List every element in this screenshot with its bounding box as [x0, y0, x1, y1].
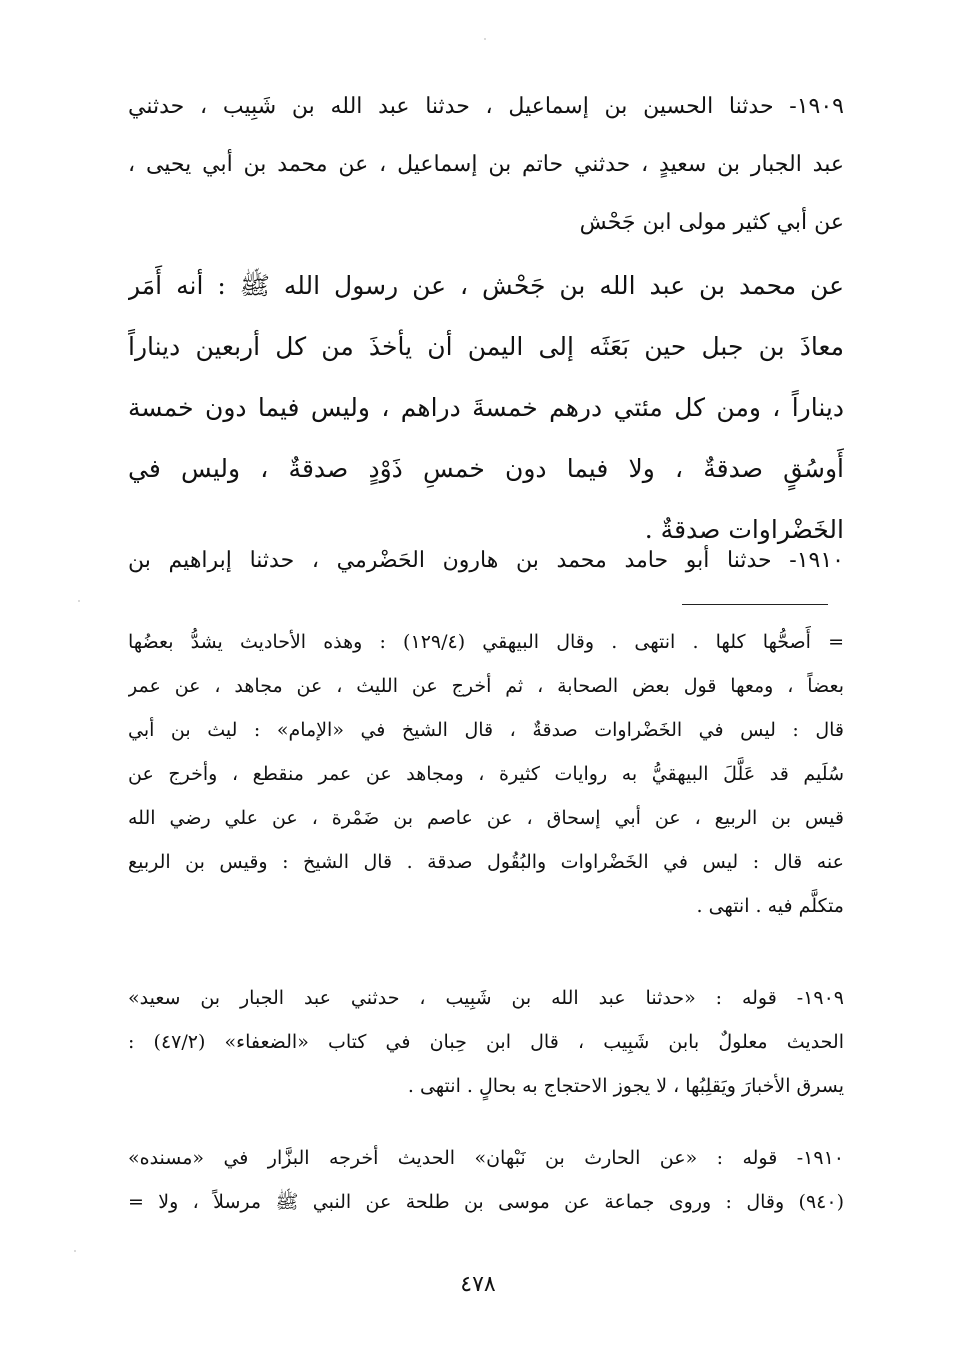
- footnote-continued: [128, 620, 844, 928]
- text-line: عن أبي كثير مولى ابن جَحْش: [579, 210, 844, 235]
- text-line: الخَضْراوات صدقةٌ .: [644, 515, 844, 544]
- footnote-divider: [682, 604, 828, 605]
- footnote-line: قال : ليس في الخَضْراوات صدقةٌ ، قال الشيخ في «الإمام» : ليث بن أبي: [128, 719, 844, 741]
- scan-speck: [74, 1250, 76, 1252]
- text-line: أَوسُقٍ صدقةٌ ، ولا فيما دون خمسِ ذَوْدٍ صدقةٌ ، وليس في: [128, 454, 844, 483]
- hadith-1909-text: [128, 255, 844, 560]
- footnote-line: متكلَّم فيه . انتهى .: [696, 895, 844, 917]
- footnote-line: = أَصحُّها كلها . انتهى . وقال البيهقي (١٢٩/٤) : وهذه الأحاديث يشدُّ بعضُها: [128, 631, 844, 653]
- scan-speck: [484, 38, 486, 40]
- footnote-1909: [128, 976, 844, 1108]
- text-line: ديناراً ، ومن كل مئتي درهم خمسةَ دراهم ، وليس فيما دون خمسة: [128, 393, 844, 422]
- footnote-line: بعضاً ، ومعها قول بعض الصحابة ، ثم أخرج عن الليث ، عن مجاهد ، عن عمر: [128, 675, 844, 697]
- page-number: ٤٧٨: [460, 1272, 496, 1297]
- footnote-line: قيس بن الربيع ، عن أبي إسحاق ، عن عاصم بن ضَمْرة ، عن علي رضي الله: [128, 807, 844, 829]
- footnote-line: (٩٤٠) وقال : وروى جماعة عن موسى بن طلحة عن النبي ﷺ مرسلاً ، ولا =: [128, 1191, 844, 1213]
- text-line: عبد الجبار بن سعيدٍ ، حدثني حاتم بن إسماعيل ، عن محمد بن أبي يحيى ،: [128, 152, 844, 177]
- text-line: ١٩١٠- حدثنا أبو حامد محمد بن هارون الحَضْرمي ، حدثنا إبراهيم بن: [128, 548, 844, 573]
- footnote-1910: [128, 1136, 844, 1224]
- scan-speck: [78, 600, 80, 602]
- footnote-line: ١٩٠٩- قوله : «حدثنا عبد الله بن شَبِيب ، حدثني عبد الجبار بن سعيد»: [128, 987, 844, 1009]
- hadith-1909-chain: [128, 78, 844, 252]
- footnote-line: الحديث معلولٌ بابن شَبِيب ، قال ابن حِبان في كتاب «الضعفاء» (٤٧/٢) :: [128, 1031, 844, 1053]
- footnote-line: سُلَيم قد عَلَّلَ البيهقيُّ به روايات كثيرة ، ومجاهد عن عمر منقطع ، وأخرج عن: [128, 763, 844, 785]
- footnote-line: عنه قال : ليس في الخَضْراوات والبُقُول صدقة . قال الشيخ : وقيس بن الربيع: [128, 851, 844, 873]
- hadith-1910-chain: [128, 532, 844, 590]
- footnote-line: ١٩١٠- قوله : «عن الحارث بن نَبْهان» الحديث أخرجه البزَّار في «مسنده»: [128, 1147, 844, 1169]
- text-line: معاذَ بن جبل حين بَعَثَه إلى اليمن أن يأخذَ من كل أربعين ديناراً: [128, 332, 844, 361]
- text-line: ١٩٠٩- حدثنا الحسين بن إسماعيل ، حدثنا عبد الله بن شَبِيب ، حدثني: [128, 94, 844, 119]
- footnote-line: يسرق الأخبارَ ويَقلِبُها ، لا يجوز الاحتجاج به بحالٍ . انتهى .: [407, 1075, 844, 1097]
- text-line: عن محمد بن عبد الله بن جَحْش ، عن رسول الله ﷺ : أنه أَمَر: [128, 271, 844, 300]
